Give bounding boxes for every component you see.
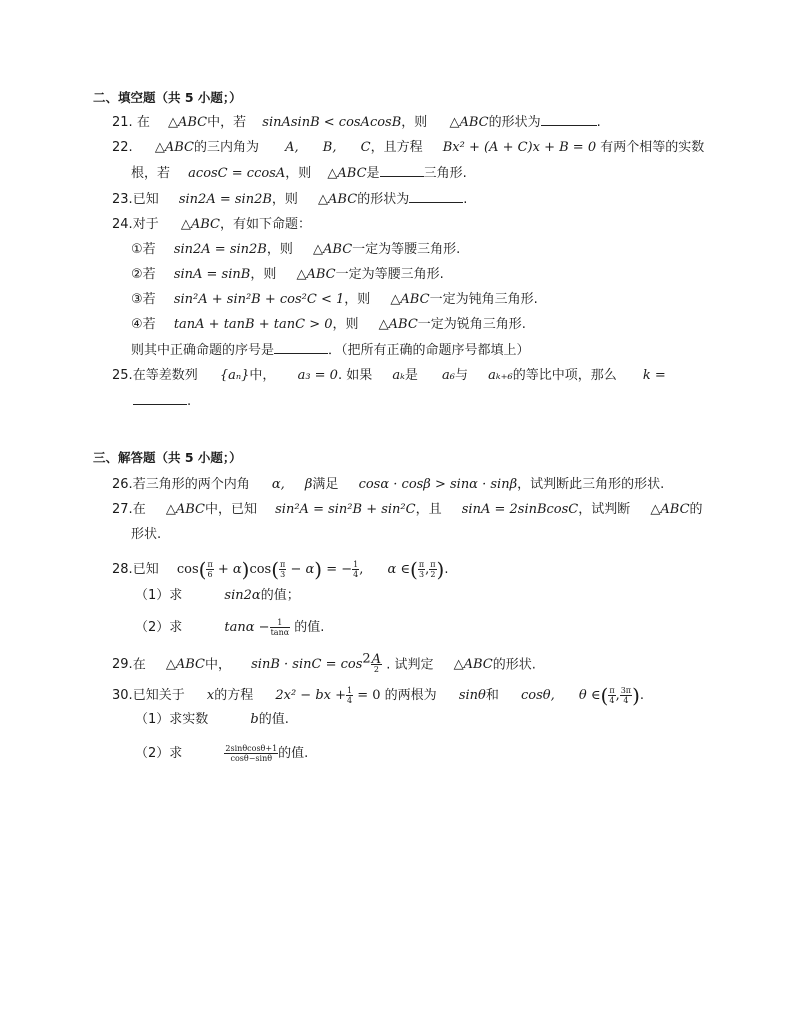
text: ，则 — [344, 292, 371, 307]
question-number: 28. — [112, 562, 133, 577]
question-number: 23. — [112, 192, 133, 207]
cos-function: cos — [249, 562, 272, 577]
condition: sin²A = sin²B + sin²C — [275, 502, 416, 517]
expression — [224, 620, 294, 635]
triangle-abc: △ABC — [453, 657, 493, 673]
text: 根，若 — [131, 166, 171, 181]
fraction-1-tanalpha — [270, 618, 291, 637]
text: 若三角形的两个内角 — [132, 477, 250, 492]
triangle-abc: △ABC — [449, 115, 489, 130]
text: 的 — [689, 502, 703, 517]
fraction-expression — [224, 744, 278, 763]
paren: ( — [198, 557, 207, 582]
numerator: 1 — [270, 618, 291, 628]
triangle-abc: △ABC — [167, 115, 208, 130]
item-marker: ① — [131, 242, 143, 257]
answer-blank[interactable] — [541, 113, 597, 126]
question-number: 30. — [112, 688, 133, 703]
equation — [275, 688, 384, 703]
text: 的值； — [260, 588, 300, 603]
triangle-abc: △ABC — [327, 166, 367, 181]
text: 与 — [454, 368, 468, 383]
text: . — [463, 192, 468, 207]
denominator: 3 — [280, 570, 286, 579]
text: 和 — [485, 688, 499, 703]
text: 三角形. — [423, 166, 467, 181]
variable-b: b — [250, 712, 259, 727]
angle-a: A, — [285, 140, 299, 155]
text: ，且方程 — [370, 140, 423, 155]
text: 的两根为 — [384, 688, 437, 703]
alpha-range — [387, 557, 449, 582]
triangle-abc: △ABC — [318, 192, 358, 207]
triangle-abc: △ABC — [378, 317, 418, 332]
question-29 — [112, 651, 536, 674]
question-27-line2 — [131, 526, 161, 544]
question-30-part2 — [135, 744, 308, 763]
text: . — [596, 115, 601, 130]
text: ，试判断 — [578, 502, 631, 517]
condition: sinAsinB < cosAcosB — [262, 115, 402, 130]
numerator: 1 — [347, 686, 353, 695]
text: 若 — [142, 242, 156, 257]
condition: sin²A + sin²B + cos²C < 1 — [173, 292, 345, 307]
numerator: π — [207, 560, 213, 569]
proposition-4 — [131, 316, 526, 334]
question-28-part2 — [135, 618, 324, 637]
text: ，有如下命题： — [219, 217, 311, 232]
text: ，则 — [401, 115, 428, 130]
angle-c: C — [360, 140, 371, 155]
denominator: 2 — [373, 665, 379, 675]
text: 的形状为 — [357, 192, 410, 207]
triangle-abc: △ABC — [154, 140, 194, 155]
section-title-answer: 三、解答题（共 5 小题；） — [93, 450, 242, 465]
denominator: cosθ−sinθ — [230, 754, 273, 763]
text: 形状. — [131, 527, 162, 542]
numerator: A — [371, 652, 382, 668]
triangle-abc: △ABC — [650, 502, 690, 517]
text: ，则 — [285, 166, 312, 181]
paren: ) — [241, 557, 250, 582]
proposition-3 — [131, 291, 538, 309]
item-marker: ② — [131, 267, 143, 282]
item-marker: ③ — [131, 292, 143, 307]
comma: , — [425, 562, 430, 577]
term-ak6: aₖ₊₆ — [488, 368, 513, 383]
plus-alpha: + α — [213, 562, 242, 577]
question-number: 26. — [112, 477, 133, 492]
text: 满足 — [312, 477, 339, 492]
text: 在 — [132, 502, 146, 517]
question-number: 27. — [112, 502, 133, 517]
text: ，则 — [332, 317, 359, 332]
text: 若 — [142, 317, 156, 332]
text: 已知关于 — [132, 688, 185, 703]
triangle-abc: △ABC — [390, 292, 430, 307]
theta-range — [578, 683, 645, 708]
question-number: 21. — [112, 115, 133, 130]
text: 的值. — [294, 620, 325, 635]
text: 中，已知 — [204, 502, 257, 517]
paren: ) — [436, 557, 445, 582]
fraction-a-2 — [371, 652, 382, 675]
paren: ( — [600, 683, 609, 708]
comma: , — [615, 688, 620, 703]
triangle-abc: △ABC — [165, 657, 205, 673]
denominator: 4 — [347, 696, 353, 705]
denominator: 4 — [353, 570, 359, 579]
question-number: 24. — [112, 217, 133, 232]
angle-beta: β — [304, 477, 313, 492]
text: 有两个相等的实数 — [600, 140, 705, 155]
equals-zero: = 0 — [353, 688, 381, 703]
minus-alpha: − α — [286, 562, 315, 577]
text: 的方程 — [214, 688, 254, 703]
numerator: 1 — [353, 560, 359, 569]
question-24-answer — [131, 341, 530, 360]
proposition-1 — [131, 241, 460, 259]
condition — [251, 652, 386, 675]
root-sin: sinθ — [458, 688, 486, 703]
cos-function: cos — [176, 562, 199, 577]
expression — [224, 746, 278, 761]
part-label: （1）求 — [135, 588, 183, 603]
numerator: π — [609, 686, 615, 695]
answer-blank[interactable] — [380, 164, 424, 177]
root-cos: cosθ, — [521, 688, 555, 703]
condition-2: sinA = 2sinBcosC — [461, 502, 579, 517]
denominator: 4 — [623, 696, 629, 705]
condition: cosα · cosβ > sinα · sinβ — [358, 477, 518, 492]
text: ，且 — [415, 502, 442, 517]
condition: acosC = ccosA — [188, 166, 286, 181]
text: 的值. — [258, 712, 289, 727]
text: . 如果 — [337, 368, 373, 383]
text: 一定为等腰三角形. — [335, 267, 444, 282]
text: 的形状为 — [488, 115, 541, 130]
text: 中，若 — [207, 115, 247, 130]
denominator: 4 — [609, 696, 615, 705]
item-marker: ④ — [131, 317, 143, 332]
section-title-fill-in: 二、填空题（共 5 小题；） — [93, 90, 242, 105]
condition: tanA + tanB + tanC > 0 — [173, 317, 333, 332]
variable-k: k = — [642, 368, 666, 383]
text: . — [444, 562, 449, 577]
comma: , — [359, 562, 364, 577]
text: . — [187, 394, 192, 409]
denominator: 3 — [418, 570, 425, 579]
numerator: π — [280, 560, 286, 569]
sequence: {aₙ} — [219, 368, 250, 383]
text: ，则 — [250, 267, 277, 282]
question-28 — [112, 557, 449, 582]
text: 若 — [142, 267, 156, 282]
sinb-sinc: sinB · sinC = cos — [251, 657, 363, 673]
text: 一定为钝角三角形. — [429, 292, 538, 307]
question-23 — [112, 190, 467, 209]
text: 若 — [142, 292, 156, 307]
part-label: （1）求实数 — [135, 712, 209, 727]
paren: ) — [632, 683, 640, 708]
question-number: 29. — [112, 657, 133, 673]
answer-blank[interactable] — [274, 341, 328, 354]
triangle-abc: △ABC — [180, 217, 220, 232]
text: . — [639, 688, 645, 703]
tan-alpha: tanα − — [224, 620, 270, 635]
condition: a₃ = 0 — [297, 368, 338, 383]
condition: sinA = sinB — [173, 267, 251, 282]
text: 在 — [132, 657, 146, 673]
paren: ( — [271, 557, 280, 582]
question-21 — [112, 113, 601, 132]
question-number: 25. — [112, 368, 133, 383]
paren: ) — [314, 557, 323, 582]
text: 中， — [204, 657, 231, 673]
text: 已知 — [132, 192, 159, 207]
condition: sin2A = sin2B — [178, 192, 272, 207]
text: 中， — [249, 368, 276, 383]
variable-x: x — [206, 688, 215, 703]
text: ，试判断此三角形的形状. — [517, 477, 665, 492]
text: 的等比中项，那么 — [512, 368, 617, 383]
triangle-abc: △ABC — [296, 267, 336, 282]
angle-b: B, — [322, 140, 337, 155]
question-30-part1 — [135, 711, 289, 729]
text: 则其中正确命题的序号是 — [131, 343, 275, 358]
text: 对于 — [132, 217, 159, 232]
numerator: 3π — [620, 686, 632, 695]
fraction-pi-2 — [429, 560, 436, 579]
question-22 — [112, 139, 704, 157]
paren: ( — [410, 557, 418, 582]
text: 在等差数列 — [132, 368, 198, 383]
text: 已知 — [132, 562, 159, 577]
triangle-abc: △ABC — [313, 242, 353, 257]
proposition-2 — [131, 266, 444, 284]
question-26 — [112, 476, 664, 494]
fraction-pi-6 — [206, 560, 213, 579]
denominator: 2 — [430, 570, 436, 579]
denominator: tanα — [270, 628, 290, 637]
given-equation — [176, 557, 368, 582]
text: . 试判定 — [386, 657, 434, 673]
term-ak: aₖ — [392, 368, 405, 383]
text: 的三内角为 — [193, 140, 259, 155]
text: ，则 — [266, 242, 293, 257]
term-a6: a₆ — [442, 368, 455, 383]
answer-blank[interactable] — [133, 392, 187, 405]
denominator: 6 — [207, 570, 213, 579]
answer-blank[interactable] — [409, 190, 463, 203]
alpha-in: α ∈ — [387, 562, 411, 577]
numerator: π — [430, 560, 436, 569]
question-22-line2 — [131, 164, 467, 183]
fraction-pi-4 — [608, 686, 615, 705]
question-24 — [112, 216, 311, 234]
question-30 — [112, 683, 645, 708]
equation: Bx² + (A + C)x + B = 0 — [442, 140, 597, 155]
text: 一定为等腰三角形. — [352, 242, 461, 257]
expression: sin2α — [224, 588, 261, 603]
equals-minus: = − — [322, 562, 353, 577]
triangle-abc: △ABC — [165, 502, 205, 517]
text: 的形状. — [492, 657, 536, 673]
fraction-3pi-4 — [620, 686, 632, 705]
part-label: （2）求 — [135, 620, 183, 635]
angle-alpha: α, — [271, 477, 285, 492]
text: 在 — [136, 115, 150, 130]
part-label: （2）求 — [135, 746, 183, 761]
text: ，则 — [271, 192, 298, 207]
numerator: π — [418, 560, 425, 569]
question-27 — [112, 501, 703, 519]
condition: sin2A = sin2B — [173, 242, 267, 257]
question-28-part1 — [135, 587, 300, 605]
theta-in: θ ∈ — [578, 688, 601, 703]
text: 一定为锐角三角形. — [417, 317, 526, 332]
exponent-2: 2 — [362, 652, 371, 667]
text: ．（把所有正确的命题序号都填上） — [328, 343, 530, 358]
text: 是 — [366, 166, 380, 181]
equation-lhs: 2x² − bx + — [275, 688, 346, 703]
text: 的值. — [278, 746, 309, 761]
text: 是 — [404, 368, 418, 383]
question-25 — [112, 367, 666, 385]
question-25-line2 — [133, 392, 191, 411]
question-number: 22. — [112, 140, 133, 155]
numerator: 2sinθcosθ+1 — [225, 744, 278, 753]
